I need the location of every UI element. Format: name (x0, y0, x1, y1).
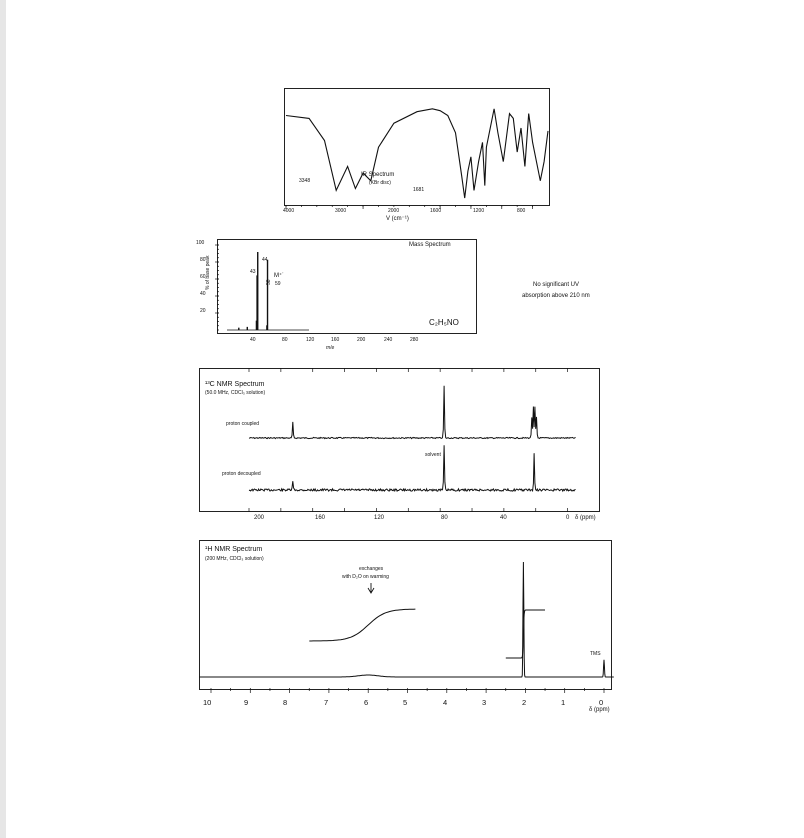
ir-peak-label-1681: 1681 (413, 187, 425, 193)
ms-xtick-120: 120 (306, 337, 315, 343)
h1-tms-label: TMS (590, 651, 601, 657)
h1-exchanges-line-1: exchanges (359, 566, 384, 572)
h1-title: ¹H NMR Spectrum (205, 546, 263, 553)
ms-xtick-200: 200 (357, 337, 366, 343)
ms-formula: C₂H₅NO (429, 318, 459, 327)
ir-tick-4000: 4000 (283, 208, 295, 214)
ms-peak-label-58: 58 (266, 279, 272, 285)
h1-xtick-1: 1 (561, 698, 566, 707)
h1-nmr-plot (199, 540, 612, 690)
ms-molecular-ion-label: M⁺˙ (274, 273, 285, 279)
ms-title: Mass Spectrum (409, 242, 451, 248)
h1-xtick-9: 9 (244, 698, 249, 707)
ir-x-axis (284, 205, 550, 213)
ms-xtick-240: 240 (384, 337, 393, 343)
ms-xtick-80: 80 (282, 337, 288, 343)
ir-tick-3000: 3000 (335, 208, 347, 214)
h1-xtick-5: 5 (403, 698, 408, 707)
uv-note-line-1: No significant UV (533, 282, 580, 288)
h1-xtick-0: 0 (599, 698, 604, 707)
c13-title: ¹³C NMR Spectrum (205, 381, 265, 388)
c13-xtick-200: 200 (254, 515, 265, 521)
c13-xtick-0: 0 (566, 515, 570, 521)
ms-xtick-280: 280 (410, 337, 419, 343)
uv-note-line-2: absorption above 210 nm (522, 293, 590, 299)
ir-tick-1600: 1600 (430, 208, 442, 214)
ir-tick-1200: 1200 (473, 208, 485, 214)
c13-xtick-160: 160 (315, 515, 326, 521)
h1-subtitle: (200 MHz, CDCl₃ solution) (205, 556, 264, 562)
h1-x-axis (199, 688, 612, 698)
h1-spectrum-trace (199, 562, 614, 677)
h1-exchanges-line-2: with D₂O on warming (342, 574, 389, 580)
ms-ytick-80: 80 (200, 257, 206, 263)
c13-x-unit: δ (ppm) (575, 515, 596, 521)
c13-proton-decoupled-trace (249, 445, 576, 491)
ms-ytick-40: 40 (200, 291, 206, 297)
ms-ytick-60: 60 (200, 274, 206, 280)
c13-solvent-label: solvent (425, 452, 441, 458)
ms-x-label: m/e (326, 345, 335, 351)
h1-xtick-6: 6 (364, 698, 369, 707)
c13-decoupled-label: proton decoupled (222, 471, 261, 477)
ir-tick-800: 800 (517, 208, 526, 214)
exchange-arrow (368, 583, 374, 593)
ir-subtitle: (KBr disc) (369, 180, 391, 186)
h1-xtick-8: 8 (283, 698, 288, 707)
ir-trace (286, 109, 548, 198)
c13-xtick-40: 40 (500, 515, 507, 521)
ms-peak-label-43: 43 (250, 269, 256, 275)
ms-xtick-160: 160 (331, 337, 340, 343)
page-edge (0, 0, 6, 838)
h1-xtick-2: 2 (522, 698, 527, 707)
c13-coupled-label: proton coupled (226, 421, 260, 427)
h1-xtick-4: 4 (443, 698, 448, 707)
ms-peak-label-59: 59 (275, 281, 281, 287)
c13-subtitle: (50.0 MHz, CDCl₃ solution) (205, 390, 266, 396)
ms-ytick-20: 20 (200, 308, 206, 314)
c13-proton-coupled-trace (249, 386, 576, 439)
ir-peak-label-3348: 3348 (299, 178, 311, 184)
ms-xtick-40: 40 (250, 337, 256, 343)
ir-title: IR Spectrum (361, 172, 395, 178)
c13-xtick-120: 120 (374, 515, 385, 521)
h1-xtick-10: 10 (203, 698, 212, 707)
h1-x-unit: δ (ppm) (589, 707, 610, 713)
ms-peak-label-44: 44 (262, 257, 268, 263)
c13-xtick-80: 80 (441, 515, 448, 521)
h1-xtick-7: 7 (324, 698, 329, 707)
ir-tick-2000: 2000 (388, 208, 400, 214)
ms-ytick-100: 100 (196, 240, 205, 246)
ms-y-label: % of base peak (205, 255, 211, 290)
h1-integral-ch3 (506, 610, 545, 658)
h1-xtick-3: 3 (482, 698, 487, 707)
ir-x-label: V (cm⁻¹) (386, 216, 409, 222)
h1-integral-oh (309, 609, 415, 641)
